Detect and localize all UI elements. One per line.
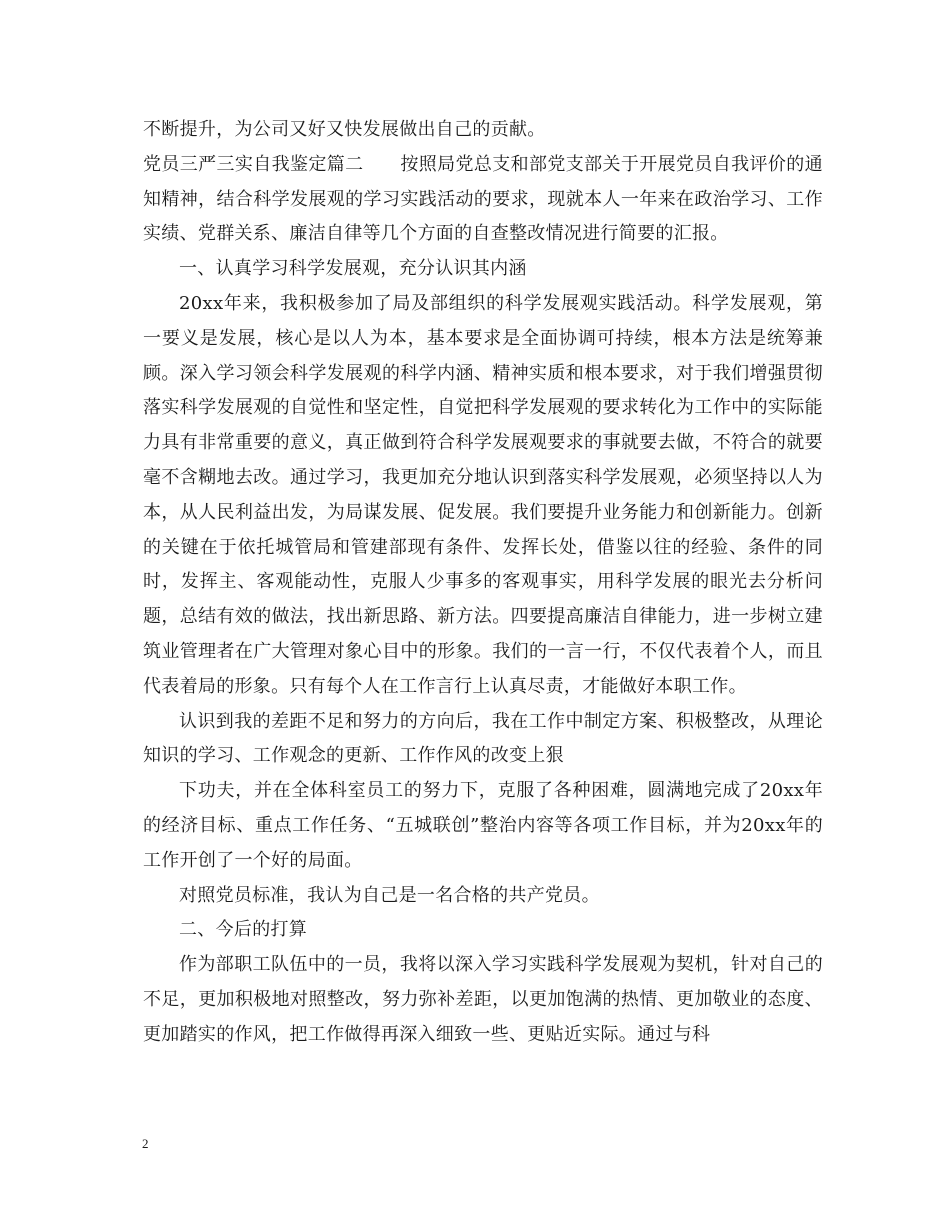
paragraph-4: 认识到我的差距不足和努力的方向后，我在工作中制定方案、积极整改，从理论知识的学习、工作观念的更新、工作作风的改变上狠: [143, 710, 823, 767]
page-number: 2: [142, 1136, 149, 1151]
section-heading-2: 二、今后的打算: [179, 919, 308, 941]
section-heading-1: 一、认真学习科学发展观，充分认识其内涵: [179, 258, 527, 280]
paragraph-5: 下功夫，并在全体科室员工的努力下，克服了各种困难，圆满地完成了20xx年的经济目标、重点工作任务、“五城联创”整治内容等各项工作目标，并为20xx年的工作开创了一个好的局面。: [143, 780, 823, 871]
body-text: [143, 113, 823, 1053]
paragraph-2: 党员三严三实自我鉴定篇二 按照局党总支和部党支部关于开展党员自我评价的通知精神，结合科学发展观的学习实践活动的要求，现就本人一年来在政治学习、工作实绩、党群关系、廉洁自律等几个方面的自查整改情况进行简要的汇报。: [143, 153, 823, 245]
paragraph-7: 作为部职工队伍中的一员，我将以深入学习实践科学发展观为契机，针对自己的不足，更加积极地对照整改，努力弥补差距，以更加饱满的热情、更加敬业的态度、更加踏实的作风，把工作做得再深入细致一些、更贴近实际。通过与科: [143, 954, 823, 1045]
paragraph-3: 20xx年来，我积极参加了局及部组织的科学发展观实践活动。科学发展观，第一要义是发展，核心是以人为本，基本要求是全面协调可持续，根本方法是统筹兼顾。深入学习领会科学发展观的科学内涵、精神实质和根本要求，对于我们增强贯彻落实科学发展观的自觉性和坚定性，自觉把科学发展观的要求转化为工作中的实际能力具有非常重要的意义，真正做到符合科学发展观要求的事就要去做，不符合的就要毫不含糊地去改。通过学习，我更加充分地认识到落实科学发展观，必须坚持以人为本，从人民利益出发，为局谋发展、促发展。我们要提升业务能力和创新能力。创新的关键在于依托城管局和管建部现有条件、发挥长处，借鉴以往的经验、条件的同时，发挥主、客观能动性，克服人少事多的客观事实，用科学发展的眼光去分析问题，总结有效的做法，找出新思路、新方法。四要提高廉洁自律能力，进一步树立建筑业管理者在广大管理对象心目中的形象。我们的一言一行，不仅代表着个人，而且代表着局的形象。只有每个人在工作言行上认真尽责，才能做好本职工作。: [143, 292, 823, 697]
paragraph-6: 对照党员标准，我认为自己是一名合格的共产党员。: [179, 884, 600, 906]
paragraph-1: 不断提升，为公司又好又快发展做出自己的贡献。: [143, 119, 546, 140]
